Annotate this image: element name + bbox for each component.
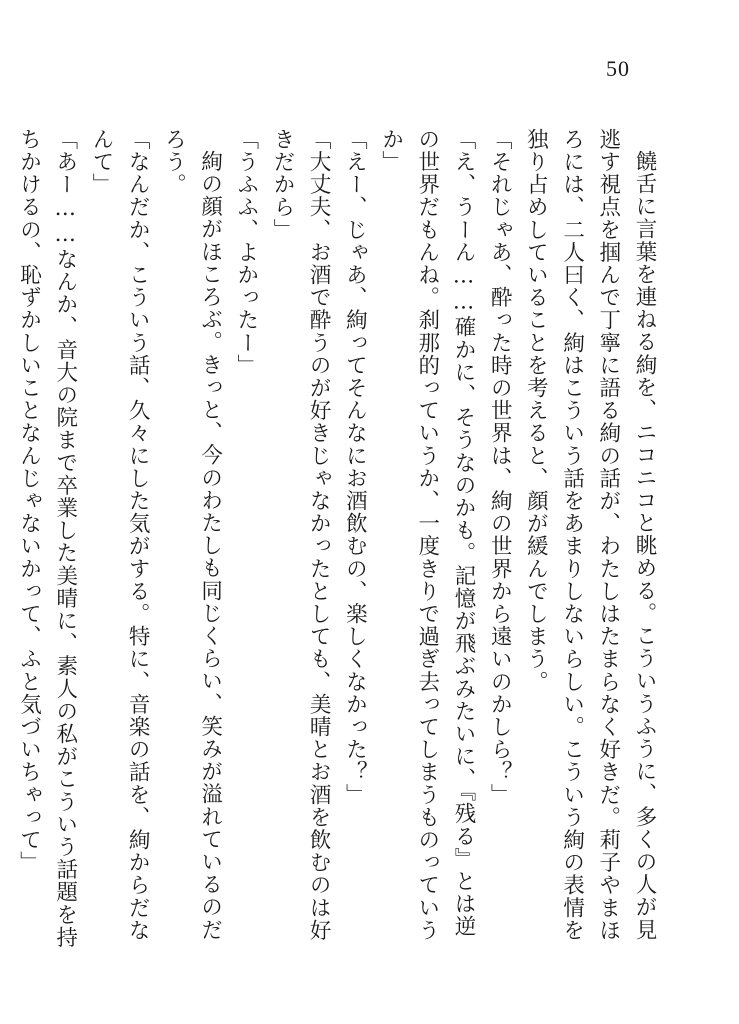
dialogue-line: 「大丈夫、お酒で酔うのが好きじゃなかったとしても、美晴とお酒を飲むのは好きだから」 — [269, 128, 332, 942]
page-number: 50 — [606, 56, 630, 81]
paragraph-narration: 絢の顔がほころぶ。きっと、今のわたしも同じくらい、笑みが溢れているのだろう。 — [161, 128, 223, 941]
paragraph-narration: 饒舌に言葉を連ねる絢を、ニコニコと眺める。こういうふうに、多くの人が見逃す視点を掴んで丁寧に語る絢の話が、わたしはたまらなく好きだ。莉子やまほろには、二人曰く、絢はこういう話をあまりしないらしい。こういう絢の表情を独り占めしていることを考えると、顔が緩んでしまう。 — [523, 128, 657, 942]
vertical-text-body — [16, 128, 662, 958]
dialogue-line: 「え、うーん……確かに、そうなのかも。記憶が飛ぶみたいに、『残る』とは逆の世界だもんね。刹那的っていうか、一度きりで過ぎ去ってしまうものっていうか」 — [378, 128, 476, 942]
dialogue-line: 「それじゃあ、酔った時の世界は、絢の世界から遠いのかしら？」 — [487, 128, 513, 806]
dialogue-line: 「なんだか、こういう話、久々にした気がする。特に、音楽の話を、絢からだなんて」 — [88, 128, 151, 942]
dialogue-line: 「あー……なんか、音大の院まで卒業した美晴に、素人の私がこういう話題を持ちかけるの、恥ずかしいことなんじゃないかって、ふと気づいちゃって」 — [16, 128, 78, 949]
dialogue-line: 「えー、じゃあ、絢ってそんなにお酒飲むの、楽しくなかった？」 — [342, 128, 368, 806]
dialogue-line: 「うふふ、よかったー」 — [233, 128, 259, 377]
